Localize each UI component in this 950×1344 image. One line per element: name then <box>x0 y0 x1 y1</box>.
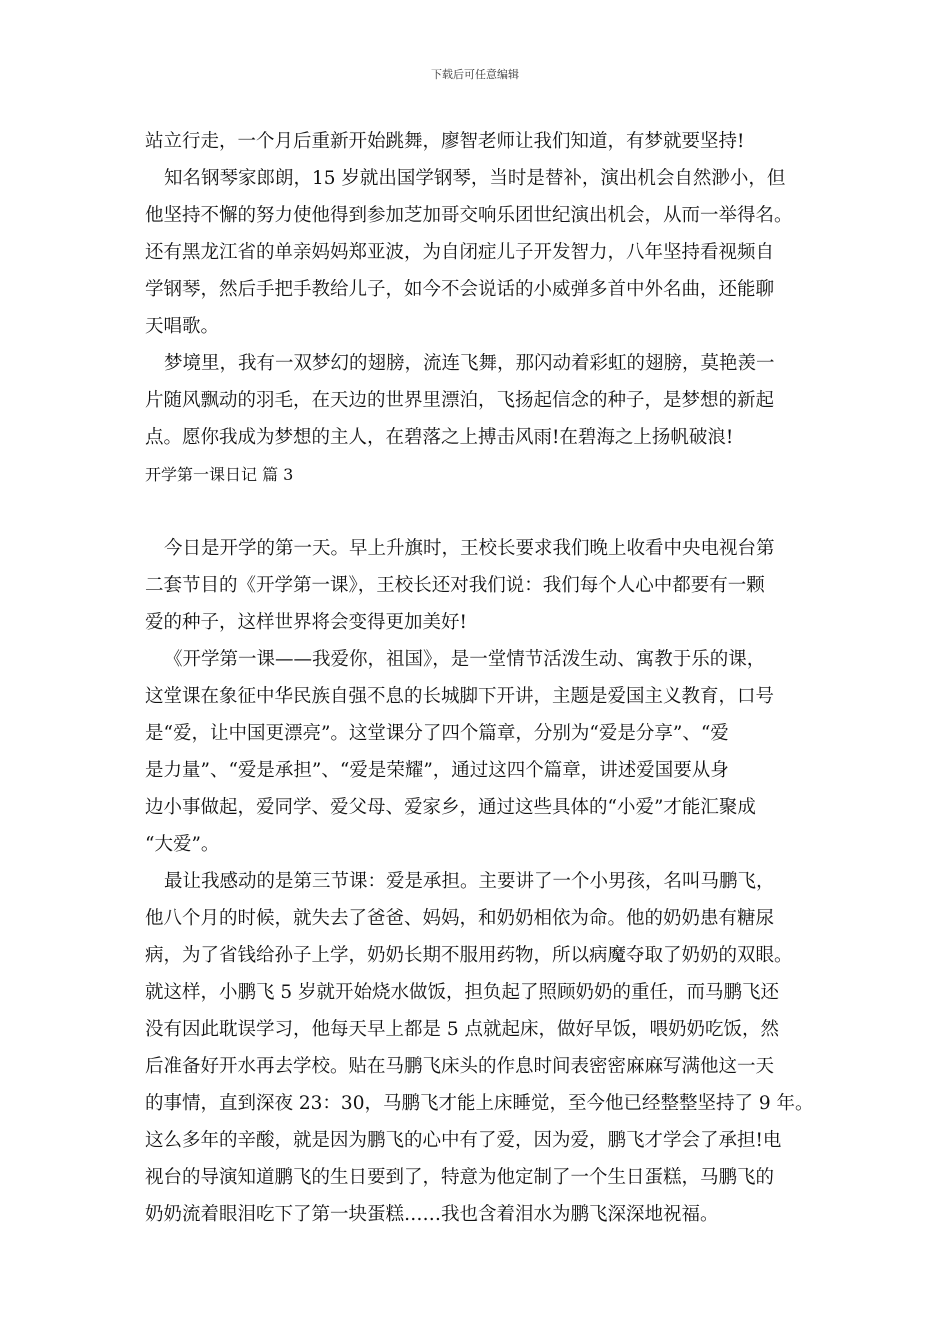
paragraph-line: 点。愿你我成为梦想的主人，在碧落之上搏击风雨!在碧海之上扬帆破浪! <box>145 427 734 448</box>
paragraph-line: 片随风飘动的羽毛，在天边的世界里漂泊，飞扬起信念的种子，是梦想的新起 <box>145 390 775 411</box>
paragraph-line: 就这样，小鹏飞 5 岁就开始烧水做饭，担负起了照顾奶奶的重任，而马鹏飞还 <box>145 982 780 1003</box>
paragraph-line: 他八个月的时候，就失去了爸爸、妈妈，和奶奶相依为命。他的奶奶患有糖尿 <box>145 908 775 929</box>
paragraph-line: 的事情，直到深夜 23：30，马鹏飞才能上床睡觉，至今他已经整整坚持了 9 年。 <box>145 1093 814 1114</box>
paragraph-line: 知名钢琴家郎朗，15 岁就出国学钢琴，当时是替补，演出机会自然渺小，但 <box>164 168 786 189</box>
paragraph-line: 二套节目的《开学第一课》，王校长还对我们说：我们每个人心中都要有一颗 <box>145 575 765 596</box>
paragraph-line: 是“爱，让中国更漂亮”。这堂课分了四个篇章，分别为“爱是分享”、“爱 <box>145 723 729 744</box>
paragraph-line: 还有黑龙江省的单亲妈妈郑亚波，为自闭症儿子开发智力，八年坚持看视频自 <box>145 242 775 263</box>
paragraph-line: 奶奶流着眼泪吃下了第一块蛋糕……我也含着泪水为鹏飞深深地祝福。 <box>145 1204 719 1225</box>
paragraph-line: 边小事做起，爱同学、爱父母、爱家乡，通过这些具体的“小爱”才能汇聚成 <box>145 797 756 818</box>
paragraph-line: “大爱”。 <box>145 834 220 855</box>
page-header-note: 下载后可任意编辑 <box>431 68 519 81</box>
blank-line <box>145 493 815 530</box>
paragraph-line: 没有因此耽误学习，他每天早上都是 5 点就起床，做好早饭，喂奶奶吃饭，然 <box>145 1019 780 1040</box>
paragraph-line: 梦境里，我有一双梦幻的翅膀，流连飞舞，那闪动着彩虹的翅膀，莫艳羡一 <box>164 353 775 374</box>
document-body <box>145 123 815 1233</box>
paragraph-line: 病，为了省钱给孙子上学，奶奶长期不服用药物，所以病魔夺取了奶奶的双眼。 <box>145 945 793 966</box>
section-title: 开学第一课日记 篇 3 <box>145 465 294 484</box>
paragraph-line: 站立行走，一个月后重新开始跳舞，廖智老师让我们知道，有梦就要坚持! <box>145 131 745 152</box>
paragraph-line: 是力量”、“爱是承担”、“爱是荣耀”，通过这四个篇章，讲述爱国要从身 <box>145 760 729 781</box>
paragraph-line: 学钢琴，然后手把手教给儿子，如今不会说话的小威弹多首中外名曲，还能聊 <box>145 279 775 300</box>
paragraph-line: 这么多年的辛酸，就是因为鹏飞的心中有了爱，因为爱，鹏飞才学会了承担!电 <box>145 1130 782 1151</box>
paragraph-line: 最让我感动的是第三节课：爱是承担。主要讲了一个小男孩，名叫马鹏飞， <box>164 871 775 892</box>
paragraph-line: 爱的种子，这样世界将会变得更加美好! <box>145 612 467 633</box>
paragraph-line: 这堂课在象征中华民族自强不息的长城脚下开讲，主题是爱国主义教育，口号 <box>145 686 775 707</box>
paragraph-line: 他坚持不懈的努力使他得到参加芝加哥交响乐团世纪演出机会，从而一举得名。 <box>145 205 793 226</box>
paragraph-line: 《开学第一课——我爱你，祖国》，是一堂情节活泼生动、寓教于乐的课， <box>164 649 766 670</box>
paragraph-line: 后准备好开水再去学校。贴在马鹏飞床头的作息时间表密密麻麻写满他这一天 <box>145 1056 775 1077</box>
paragraph-line: 今日是开学的第一天。早上升旗时，王校长要求我们晚上收看中央电视台第 <box>164 538 775 559</box>
paragraph-line: 视台的导演知道鹏飞的生日要到了，特意为他定制了一个生日蛋糕，马鹏飞的 <box>145 1167 775 1188</box>
paragraph-line: 天唱歌。 <box>145 316 220 337</box>
